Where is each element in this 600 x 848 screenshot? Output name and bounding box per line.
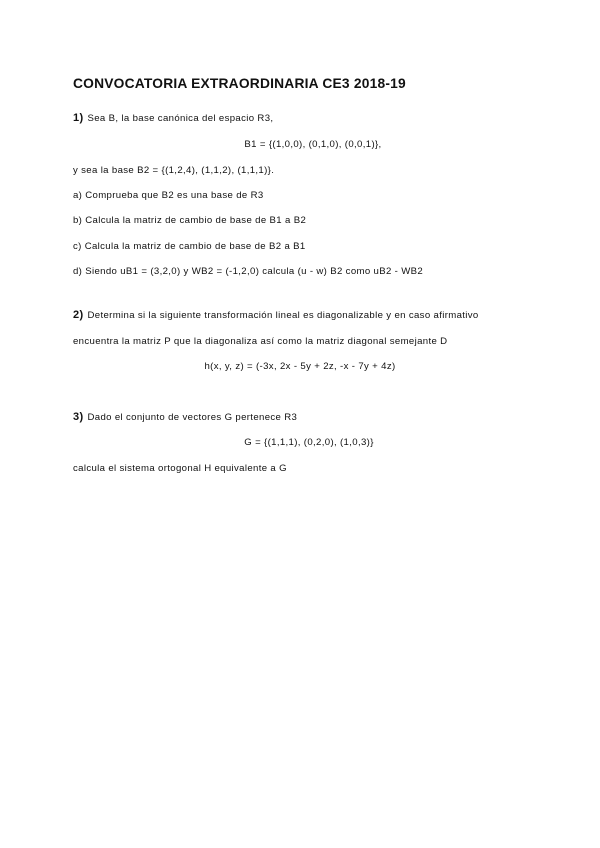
exam-title: CONVOCATORIA EXTRAORDINARIA CE3 2018-19	[73, 76, 406, 91]
question-3-g-definition: G = {(1,1,1), (0,2,0), (1,0,3)}	[244, 437, 374, 448]
question-1-part-d: d) Siendo uB1 = (3,2,0) y WB2 = (-1,2,0) calcula (u - w) B2 como uB2 - WB2	[73, 266, 424, 277]
question-1-intro: Sea B, la base canónica del espacio R3,	[87, 113, 274, 124]
question-1-b2-definition: y sea la base B2 = {(1,2,4), (1,1,2), (1,1,1)}.	[73, 165, 275, 176]
question-1-intro-line	[73, 112, 273, 125]
question-2-number: 2)	[73, 309, 84, 321]
question-3-number: 3)	[73, 411, 84, 423]
question-1-b1-definition: B1 = {(1,0,0), (0,1,0), (0,0,1)},	[244, 139, 382, 150]
question-2-formula: h(x, y, z) = (-3x, 2x - 5y + 2z, -x - 7y + 4z)	[204, 361, 396, 372]
question-1-part-a: a) Comprueba que B2 es una base de R3	[73, 190, 264, 201]
question-1-part-c: c) Calcula la matriz de cambio de base de B2 a B1	[73, 241, 306, 252]
question-3-intro: Dado el conjunto de vectores G pertenece R3	[87, 412, 298, 423]
question-2-text-1: Determina si la siguiente transformación lineal es diagonalizable y en caso afirmativo	[87, 310, 479, 321]
question-3-intro-line	[73, 411, 297, 424]
question-2-line-1	[73, 309, 479, 322]
question-1-part-b: b) Calcula la matriz de cambio de base de B1 a B2	[73, 215, 307, 226]
question-1-number: 1)	[73, 112, 84, 124]
question-2-line-2: encuentra la matriz P que la diagonaliza así como la matriz diagonal semejante D	[73, 336, 448, 347]
question-3-instruction: calcula el sistema ortogonal H equivalente a G	[73, 463, 287, 474]
